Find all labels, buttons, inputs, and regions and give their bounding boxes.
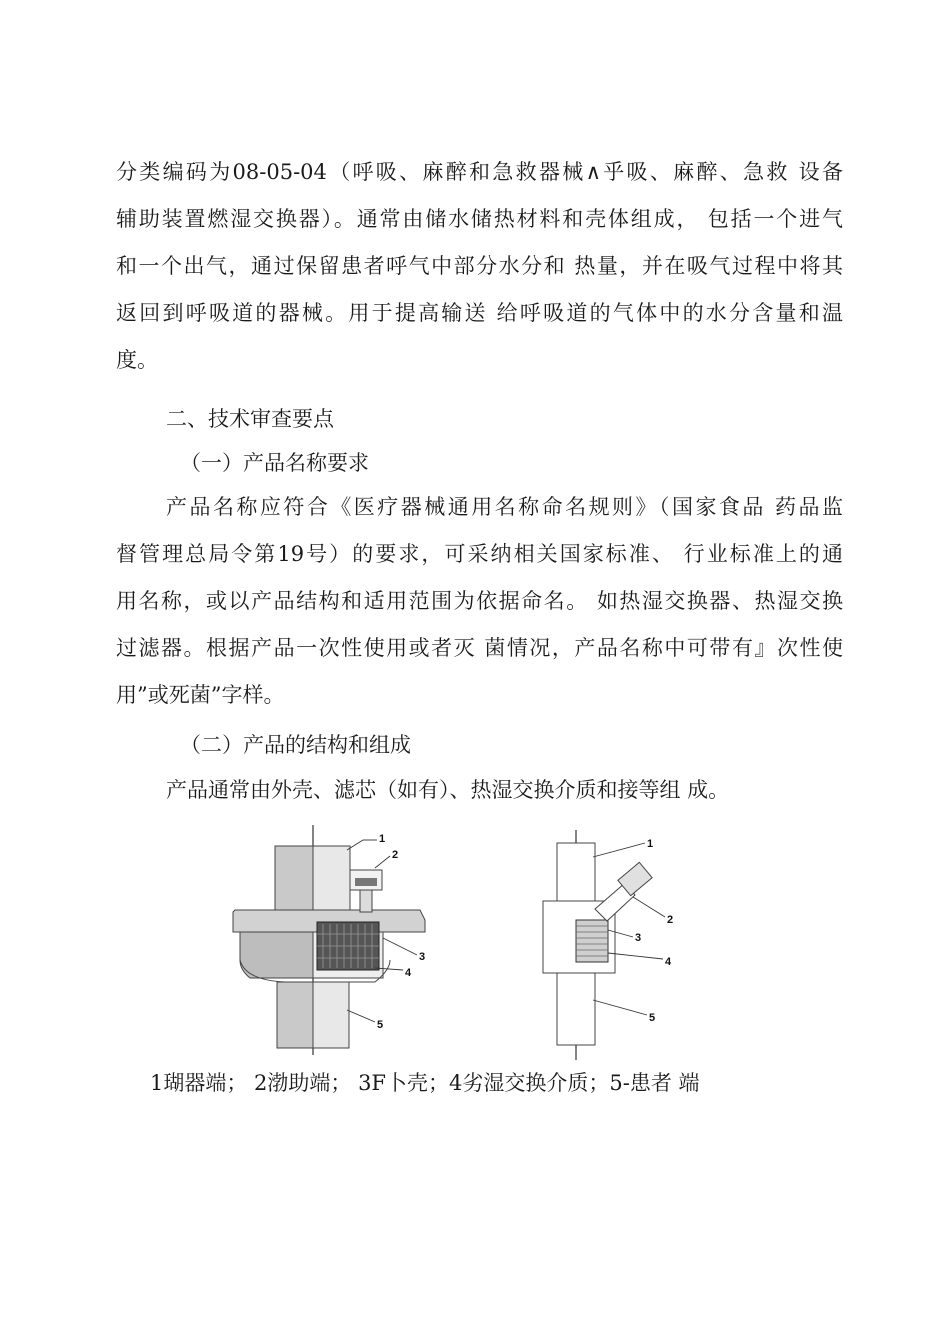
para1-line1: 分类编码为08-05-04（呼吸、麻醉和急救器械∧乎吸、麻醉、急救 设备	[116, 160, 843, 184]
sub2-heading: （二）产品的结构和组成	[180, 733, 411, 757]
sub1-heading: （一）产品名称要求	[180, 451, 369, 475]
section2-heading: 二、技术审查要点	[166, 407, 334, 431]
left-label-3: 3	[419, 951, 426, 963]
sub1-line3: 用名称，或以产品结构和适用范围为依据命名。 如热湿交换器、热湿交换	[116, 589, 843, 613]
sub1-line5: 用”或死菌”字样。	[116, 683, 285, 707]
right-label-1: 1	[647, 838, 654, 850]
left-label-4: 4	[405, 967, 412, 979]
right-label-4: 4	[665, 956, 672, 968]
sub1-line1: 产品名称应符合《医疗器械通用名称命名规则》（国家食品 药品监	[166, 495, 843, 519]
right-label-3: 3	[635, 932, 642, 944]
right-label-5: 5	[649, 1012, 656, 1024]
sub2-line1: 产品通常由外壳、滤芯（如有）、热湿交换介质和接等组 成。	[166, 778, 730, 802]
right-label-2: 2	[667, 914, 674, 926]
figure-caption: 1瑚器端； 2渤助端； 3F卜壳；4劣湿交换介质；5-患者 端	[150, 1071, 700, 1095]
para1-line4: 返回到呼吸道的器械。用于提高输送 给呼吸道的气体中的水分含量和温	[116, 301, 843, 325]
hme-left-diagram	[225, 820, 440, 1060]
sub1-line2: 督管理总局令第19号）的要求，可采纳相关国家标准、 行业标准上的通	[116, 542, 843, 566]
hme-right-diagram	[535, 825, 705, 1065]
para1-line5: 度。	[116, 348, 158, 372]
left-label-2: 2	[392, 849, 399, 861]
para1-line2: 辅助装置燃湿交换器）。通常由储水储热材料和壳体组成， 包括一个进气	[116, 207, 843, 231]
para1-line3: 和一个出气，通过保留患者呼气中部分水分和 热量，并在吸气过程中将其	[116, 254, 843, 278]
sub1-line4: 过滤器。根据产品一次性使用或者灭 菌情况，产品名称中可带有』次性使	[116, 636, 843, 660]
left-label-5: 5	[377, 1019, 384, 1031]
left-label-1: 1	[379, 833, 386, 845]
